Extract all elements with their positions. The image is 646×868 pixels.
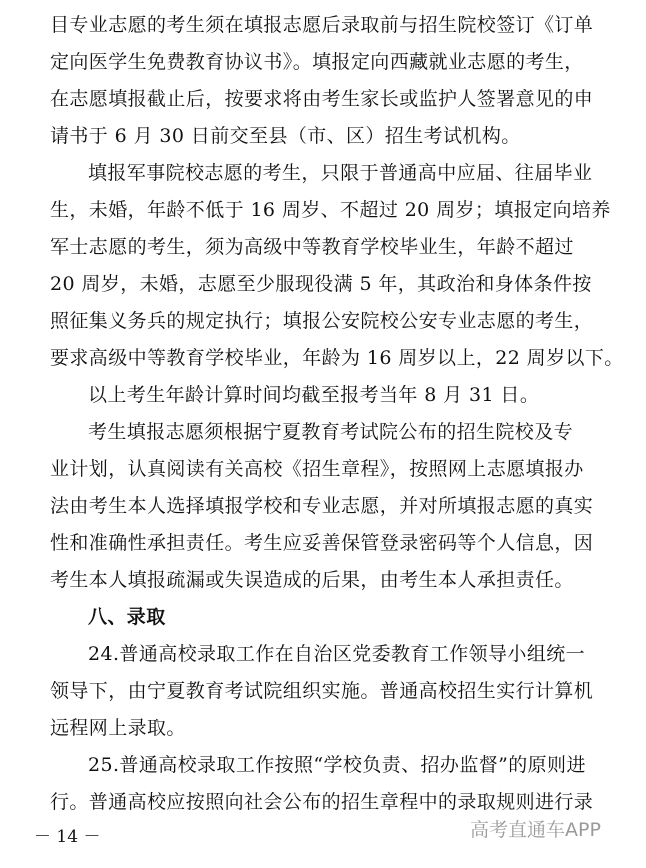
- paragraph-line: 24.普通高校录取工作在自治区党委教育工作领导小组统一: [88, 643, 586, 665]
- watermark-text: 高考直通车APP: [470, 819, 601, 841]
- paragraph-line: 行。普通高校应按照向社会公布的招生章程中的录取规则进行录: [50, 791, 594, 813]
- paragraph-line: 考生填报志愿须根据宁夏教育考试院公布的招生院校及专: [88, 421, 574, 443]
- paragraph-line: 目专业志愿的考生须在填报志愿后录取前与招生院校签订《订单: [50, 14, 594, 36]
- paragraph-line: 在志愿填报截止后，按要求将由考生家长或监护人签署意见的申: [50, 88, 594, 110]
- section-heading: 八、录取: [88, 606, 166, 628]
- paragraph-line: 以上考生年龄计算时间均截至报考当年 8 月 31 日。: [88, 384, 540, 406]
- paragraph-line: 法由考生本人选择填报学校和专业志愿，并对所填报志愿的真实: [50, 495, 594, 517]
- paragraph-line: 要求高级中等教育学校毕业，年龄为 16 周岁以上，22 周岁以下。: [50, 347, 624, 369]
- paragraph-line: 军士志愿的考生，须为高级中等教育学校毕业生，年龄不超过: [50, 236, 574, 258]
- paragraph-line: 20 周岁，未婚，志愿至少服现役满 5 年，其政治和身体条件按: [50, 273, 592, 295]
- paragraph-line: 业计划，认真阅读有关高校《招生章程》，按照网上志愿填报办: [50, 458, 584, 480]
- page-number: － 14 －: [34, 827, 101, 847]
- paragraph-line: 远程网上录取。: [50, 717, 186, 739]
- paragraph-line: 25.普通高校录取工作按照“学校负责、招办监督”的原则进: [88, 754, 586, 776]
- paragraph-line: 定向医学生免费教育协议书》。填报定向西藏就业志愿的考生，: [50, 51, 584, 73]
- paragraph-line: 领导下，由宁夏教育考试院组织实施。普通高校招生实行计算机: [50, 680, 594, 702]
- paragraph-line: 性和准确性承担责任。考生应妥善保管登录密码等个人信息，因: [50, 532, 594, 554]
- paragraph-line: 生，未婚，年龄不低于 16 周岁、不超过 20 周岁；填报定向培养: [50, 199, 611, 221]
- paragraph-line: 填报军事院校志愿的考生，只限于普通高中应届、往届毕业: [88, 162, 593, 184]
- paragraph-line: 照征集义务兵的规定执行；填报公安院校公安专业志愿的考生，: [50, 310, 594, 332]
- paragraph-line: 请书于 6 月 30 日前交至县（市、区）招生考试机构。: [50, 125, 521, 147]
- paragraph-line: 考生本人填报疏漏或失误造成的后果，由考生本人承担责任。: [50, 569, 574, 591]
